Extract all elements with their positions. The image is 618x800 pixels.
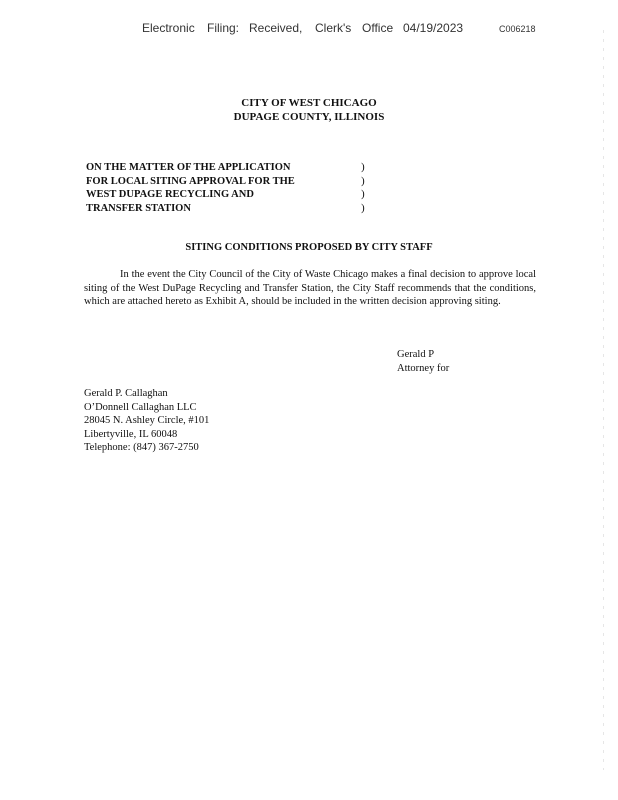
caption-line: WEST DUPAGE RECYCLING AND xyxy=(86,189,254,200)
stamp-word-electronic: Electronic xyxy=(142,21,195,35)
caption-bracket: ) xyxy=(361,161,365,173)
stamp-date: 04/19/2023 xyxy=(403,21,464,35)
caption-line: FOR LOCAL SITING APPROVAL FOR THE xyxy=(86,175,295,187)
address-line: 28045 N. Ashley Circle, #101 xyxy=(84,415,210,426)
stamp-word-filing: Filing: xyxy=(207,21,240,35)
case-caption xyxy=(86,161,346,215)
signature-name: Gerald P xyxy=(397,349,435,360)
caption-line: TRANSFER STATION xyxy=(86,202,191,214)
address-line: Gerald P. Callaghan xyxy=(84,388,168,399)
attorney-address-block xyxy=(84,387,209,455)
header-city: CITY OF WEST CHICAGO xyxy=(241,97,377,109)
header-county: DUPAGE COUNTY, ILLINOIS xyxy=(233,111,385,123)
signature-block xyxy=(397,348,449,376)
address-line: O’Donnell Callaghan LLC xyxy=(84,401,197,413)
body-paragraph: In the event the City Council of the City of Waste Chicago makes a final decision to approve local siting of the West DuPage Recycling and Transfer Station, the City Staff recommends that the conditions, which are attached hereto as Exhibit A, should be included in the written decision approving siting. xyxy=(84,269,536,307)
signature-role: Attorney for xyxy=(397,363,450,374)
filing-stamp xyxy=(0,21,618,37)
section-title: SITING CONDITIONS PROPOSED BY CITY STAFF xyxy=(185,242,433,253)
stamp-document-code: C006218 xyxy=(499,24,536,34)
address-line: Telephone: (847) 367-2750 xyxy=(84,442,199,453)
caption-line: ON THE MATTER OF THE APPLICATION xyxy=(86,162,291,173)
caption-bracket: ) xyxy=(361,201,365,214)
caption-bracket: ) xyxy=(361,174,365,187)
document-header xyxy=(0,96,618,124)
stamp-word-clerks: Clerk's xyxy=(315,21,352,35)
address-line: Libertyville, IL 60048 xyxy=(84,428,178,440)
stamp-word-received: Received, xyxy=(249,21,303,35)
scan-edge-artifact xyxy=(603,30,604,770)
caption-bracket: ) xyxy=(361,188,365,200)
caption-brackets xyxy=(361,161,365,215)
stamp-word-office: Office xyxy=(362,21,394,35)
